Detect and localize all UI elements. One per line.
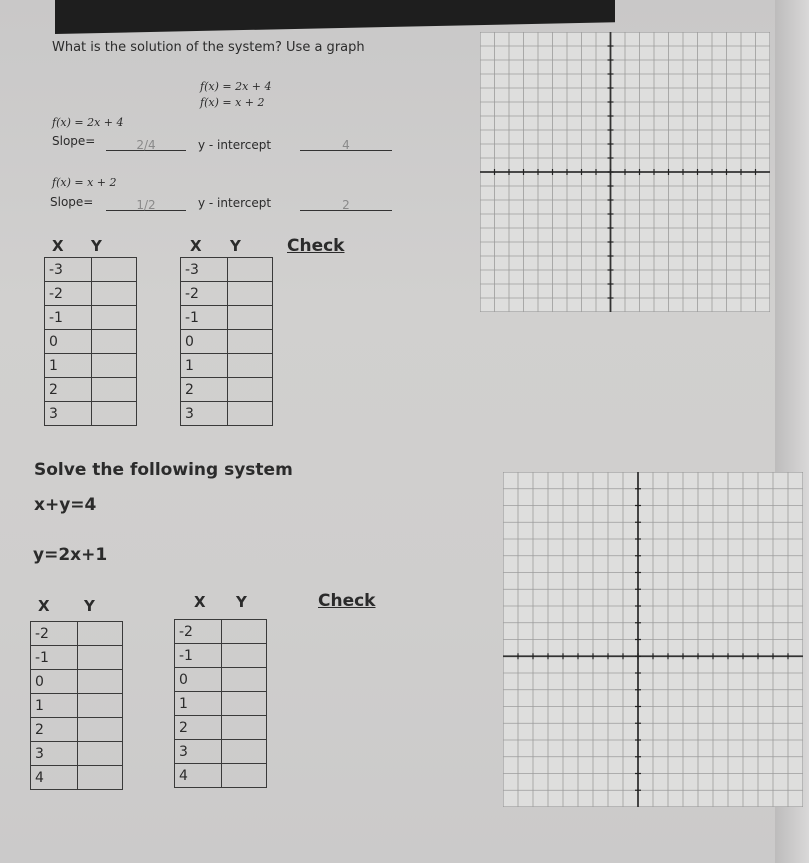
coordinate-grid-2[interactable] bbox=[503, 472, 803, 807]
y-cell[interactable] bbox=[222, 740, 267, 764]
table-row bbox=[31, 766, 123, 790]
table-row bbox=[181, 354, 273, 378]
y-cell[interactable] bbox=[78, 694, 123, 718]
y-cell[interactable] bbox=[222, 764, 267, 788]
table-row bbox=[181, 378, 273, 402]
p2-heading: Solve the following system bbox=[34, 460, 293, 480]
y-cell[interactable] bbox=[78, 646, 123, 670]
line1-intercept-label: y - intercept bbox=[198, 138, 272, 152]
p1-table2-x-header: X bbox=[190, 237, 202, 255]
p2-equation-1: x+y=4 bbox=[34, 495, 97, 515]
y-cell[interactable] bbox=[228, 282, 273, 306]
table-row bbox=[181, 306, 273, 330]
x-cell: 0 bbox=[181, 330, 228, 354]
x-cell: 4 bbox=[175, 764, 222, 788]
x-cell: 3 bbox=[181, 402, 228, 426]
table-row bbox=[175, 740, 267, 764]
p1-table2 bbox=[180, 257, 273, 426]
system-equation-1: f(x) = 2x + 4 bbox=[200, 80, 272, 93]
x-cell: 2 bbox=[181, 378, 228, 402]
y-cell[interactable] bbox=[92, 354, 137, 378]
table-row bbox=[45, 402, 137, 426]
table-row bbox=[175, 764, 267, 788]
x-cell: -1 bbox=[45, 306, 92, 330]
line1-intercept-answer: 4 bbox=[342, 138, 350, 152]
x-cell: -2 bbox=[175, 620, 222, 644]
y-cell[interactable] bbox=[228, 378, 273, 402]
y-cell[interactable] bbox=[92, 330, 137, 354]
y-cell[interactable] bbox=[222, 668, 267, 692]
p2-table2-x-header: X bbox=[194, 593, 206, 611]
y-cell[interactable] bbox=[228, 258, 273, 282]
y-cell[interactable] bbox=[78, 622, 123, 646]
table-row bbox=[181, 402, 273, 426]
x-cell: 0 bbox=[31, 670, 78, 694]
table-row bbox=[45, 354, 137, 378]
dark-page-edge bbox=[55, 0, 615, 34]
x-cell: -1 bbox=[181, 306, 228, 330]
x-cell: -1 bbox=[175, 644, 222, 668]
y-cell[interactable] bbox=[78, 670, 123, 694]
x-cell: 1 bbox=[175, 692, 222, 716]
table-row bbox=[175, 692, 267, 716]
y-cell[interactable] bbox=[78, 718, 123, 742]
p1-check-label: Check bbox=[287, 236, 345, 256]
line2-intercept-blank[interactable] bbox=[300, 194, 392, 211]
x-cell: -1 bbox=[31, 646, 78, 670]
y-cell[interactable] bbox=[92, 378, 137, 402]
p1-table1-y-header: Y bbox=[91, 237, 102, 255]
x-cell: 3 bbox=[175, 740, 222, 764]
x-cell: 0 bbox=[45, 330, 92, 354]
line2-equation: f(x) = x + 2 bbox=[52, 176, 117, 189]
y-cell[interactable] bbox=[78, 766, 123, 790]
x-cell: -2 bbox=[31, 622, 78, 646]
question-text: What is the solution of the system? Use a graph bbox=[52, 40, 365, 55]
y-cell[interactable] bbox=[222, 716, 267, 740]
table-row bbox=[31, 622, 123, 646]
p2-table2 bbox=[174, 619, 267, 788]
x-cell: 2 bbox=[45, 378, 92, 402]
p1-table1-x-header: X bbox=[52, 237, 64, 255]
y-cell[interactable] bbox=[92, 306, 137, 330]
y-cell[interactable] bbox=[228, 330, 273, 354]
x-cell: 2 bbox=[31, 718, 78, 742]
table-row bbox=[181, 330, 273, 354]
x-cell: -2 bbox=[45, 282, 92, 306]
table-row bbox=[45, 378, 137, 402]
line1-equation: f(x) = 2x + 4 bbox=[52, 116, 124, 129]
y-cell[interactable] bbox=[92, 282, 137, 306]
line1-slope-label: Slope= bbox=[52, 134, 96, 148]
y-cell[interactable] bbox=[92, 402, 137, 426]
table-row bbox=[175, 620, 267, 644]
line1-intercept-blank[interactable] bbox=[300, 134, 392, 151]
y-cell[interactable] bbox=[222, 692, 267, 716]
table-row bbox=[45, 306, 137, 330]
p2-equation-2: y=2x+1 bbox=[33, 545, 108, 565]
table-row bbox=[175, 644, 267, 668]
table-row bbox=[31, 670, 123, 694]
x-cell: 2 bbox=[175, 716, 222, 740]
line1-slope-answer: 2/4 bbox=[136, 138, 156, 152]
p2-table1-x-header: X bbox=[38, 597, 50, 615]
y-cell[interactable] bbox=[78, 742, 123, 766]
coordinate-grid-1[interactable] bbox=[480, 32, 770, 312]
y-cell[interactable] bbox=[222, 620, 267, 644]
line1-slope-blank[interactable] bbox=[106, 134, 186, 151]
table-row bbox=[45, 258, 137, 282]
p2-table2-y-header: Y bbox=[236, 593, 247, 611]
x-cell: 3 bbox=[31, 742, 78, 766]
p1-table1 bbox=[44, 257, 137, 426]
x-cell: 3 bbox=[45, 402, 92, 426]
p2-check-label: Check bbox=[318, 591, 376, 611]
table-row bbox=[31, 694, 123, 718]
line2-slope-label: Slope= bbox=[50, 195, 94, 209]
line2-slope-blank[interactable] bbox=[106, 194, 186, 211]
y-cell[interactable] bbox=[222, 644, 267, 668]
y-cell[interactable] bbox=[228, 354, 273, 378]
table-row bbox=[45, 330, 137, 354]
line2-intercept-label: y - intercept bbox=[198, 196, 272, 210]
table-row bbox=[31, 646, 123, 670]
y-cell[interactable] bbox=[92, 258, 137, 282]
system-equation-2: f(x) = x + 2 bbox=[200, 96, 265, 109]
x-cell: 1 bbox=[31, 694, 78, 718]
table-row bbox=[31, 742, 123, 766]
x-cell: 4 bbox=[31, 766, 78, 790]
x-cell: -2 bbox=[181, 282, 228, 306]
table-row bbox=[175, 716, 267, 740]
table-row bbox=[31, 718, 123, 742]
y-cell[interactable] bbox=[228, 402, 273, 426]
p2-table1 bbox=[30, 621, 123, 790]
y-cell[interactable] bbox=[228, 306, 273, 330]
line2-intercept-answer: 2 bbox=[342, 198, 350, 212]
p2-table1-y-header: Y bbox=[84, 597, 95, 615]
table-row bbox=[45, 282, 137, 306]
x-cell: 0 bbox=[175, 668, 222, 692]
p1-table2-y-header: Y bbox=[230, 237, 241, 255]
table-row bbox=[175, 668, 267, 692]
x-cell: 1 bbox=[45, 354, 92, 378]
x-cell: -3 bbox=[45, 258, 92, 282]
table-row bbox=[181, 282, 273, 306]
x-cell: 1 bbox=[181, 354, 228, 378]
table-row bbox=[181, 258, 273, 282]
x-cell: -3 bbox=[181, 258, 228, 282]
line2-slope-answer: 1/2 bbox=[136, 198, 156, 212]
